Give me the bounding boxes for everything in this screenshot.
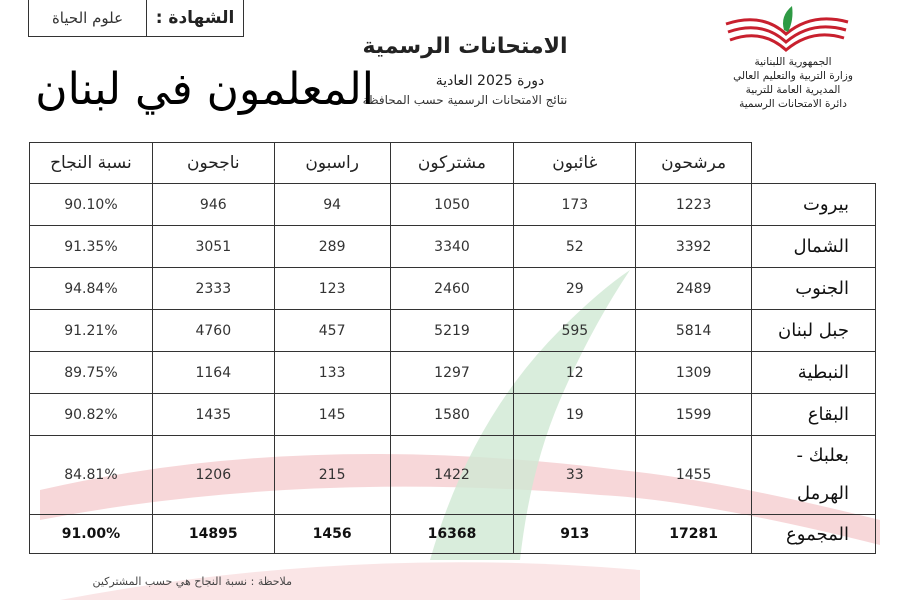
participants-cell: 1580 — [390, 394, 514, 436]
rate-cell: 91.21% — [30, 310, 153, 352]
passed-cell: 946 — [152, 184, 274, 226]
total-rate: 91.00% — [30, 515, 153, 554]
ministry-logo-icon — [722, 4, 852, 54]
region-cell: النبطية — [752, 352, 876, 394]
participants-cell: 3340 — [390, 226, 514, 268]
total-passed: 14895 — [152, 515, 274, 554]
failed-cell: 215 — [274, 436, 390, 515]
absent-cell: 595 — [514, 310, 636, 352]
footnote: ملاحظة : نسبة النجاح هي حسب المشتركين — [92, 575, 292, 588]
absent-cell: 29 — [514, 268, 636, 310]
candidates-cell: 1309 — [636, 352, 752, 394]
absent-cell: 12 — [514, 352, 636, 394]
watermark-text: المعلمون في لبنان — [35, 64, 374, 115]
passed-cell: 3051 — [152, 226, 274, 268]
table-header-row — [30, 143, 876, 184]
rate-cell: 91.35% — [30, 226, 153, 268]
rate-cell: 90.82% — [30, 394, 153, 436]
certificate-box — [28, 0, 244, 37]
ministry-block — [718, 55, 868, 111]
participants-cell: 1297 — [390, 352, 514, 394]
region-line-1: بعلبك - — [796, 445, 849, 466]
rate-cell: 90.10% — [30, 184, 153, 226]
region-cell: بيروت — [752, 184, 876, 226]
passed-cell: 1164 — [152, 352, 274, 394]
participants-cell: 1422 — [390, 436, 514, 515]
table-row — [30, 310, 876, 352]
failed-cell: 145 — [274, 394, 390, 436]
page-title: الامتحانات الرسمية — [362, 34, 568, 59]
region-cell: البقاع — [752, 394, 876, 436]
table-row — [30, 184, 876, 226]
failed-cell: 133 — [274, 352, 390, 394]
passed-cell: 4760 — [152, 310, 274, 352]
region-cell: الشمال — [752, 226, 876, 268]
absent-cell: 19 — [514, 394, 636, 436]
total-failed: 1456 — [274, 515, 390, 554]
region-cell — [752, 436, 876, 515]
rate-cell: 84.81% — [30, 436, 153, 515]
total-candidates: 17281 — [636, 515, 752, 554]
table-row — [30, 352, 876, 394]
failed-cell: 457 — [274, 310, 390, 352]
rate-cell: 89.75% — [30, 352, 153, 394]
header-candidates: مرشحون — [636, 143, 752, 184]
table-row — [30, 394, 876, 436]
candidates-cell: 3392 — [636, 226, 752, 268]
region-cell: الجنوب — [752, 268, 876, 310]
table-row — [30, 268, 876, 310]
ministry-line-1: الجمهورية اللبنانية — [754, 56, 832, 68]
failed-cell: 94 — [274, 184, 390, 226]
candidates-cell: 2489 — [636, 268, 752, 310]
participants-cell: 2460 — [390, 268, 514, 310]
results-table — [29, 142, 876, 554]
rate-cell: 94.84% — [30, 268, 153, 310]
total-participants: 16368 — [390, 515, 514, 554]
region-cell: جبل لبنان — [752, 310, 876, 352]
participants-cell: 5219 — [390, 310, 514, 352]
candidates-cell: 1455 — [636, 436, 752, 515]
total-row — [30, 515, 876, 554]
header-corner — [752, 143, 876, 184]
total-absent: 913 — [514, 515, 636, 554]
passed-cell: 1435 — [152, 394, 274, 436]
certificate-label: الشهادة : — [146, 0, 243, 36]
passed-cell: 1206 — [152, 436, 274, 515]
ministry-line-3: المديرية العامة للتربية — [745, 84, 841, 96]
ministry-line-4: دائرة الامتحانات الرسمية — [739, 98, 847, 110]
absent-cell: 33 — [514, 436, 636, 515]
certificate-value: علوم الحياة — [51, 9, 124, 27]
region-line-2: الهرمل — [797, 483, 849, 504]
participants-cell: 1050 — [390, 184, 514, 226]
failed-cell: 289 — [274, 226, 390, 268]
candidates-cell: 1223 — [636, 184, 752, 226]
passed-cell: 2333 — [152, 268, 274, 310]
header-failed: راسبون — [274, 143, 390, 184]
ministry-line-2: وزارة التربية والتعليم العالي — [733, 70, 853, 82]
candidates-cell: 5814 — [636, 310, 752, 352]
absent-cell: 52 — [514, 226, 636, 268]
candidates-cell: 1599 — [636, 394, 752, 436]
session-label: دورة 2025 العادية — [435, 73, 545, 89]
table-row — [30, 436, 876, 515]
failed-cell: 123 — [274, 268, 390, 310]
table-row — [30, 226, 876, 268]
header-participants: مشتركون — [390, 143, 514, 184]
header-absent: غائبون — [514, 143, 636, 184]
absent-cell: 173 — [514, 184, 636, 226]
header-passed: ناجحون — [152, 143, 274, 184]
total-label: المجموع — [752, 515, 876, 554]
header-rate: نسبة النجاح — [30, 143, 153, 184]
page-subtitle: نتائج الامتحانات الرسمية حسب المحافظة — [362, 93, 568, 107]
